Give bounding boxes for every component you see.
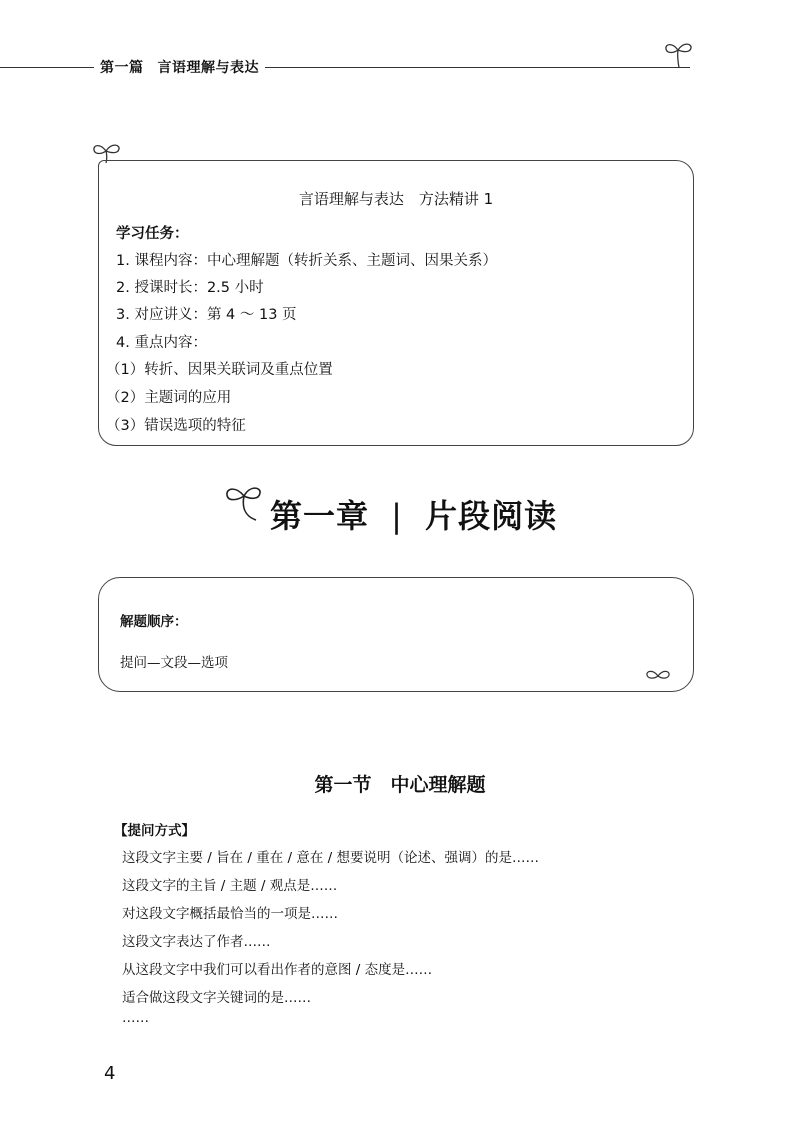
lesson-item: 3. 对应讲义：第 4 ～ 13 页 [116, 307, 297, 323]
page-number: 4 [104, 1063, 116, 1084]
question-style-line: 这段文字主要 / 旨在 / 重在 / 意在 / 想要说明（论述、强调）的是…… [122, 850, 540, 866]
question-style-line: 这段文字的主旨 / 主题 / 观点是…… [122, 878, 338, 894]
lesson-item: （3）错误选项的特征 [106, 418, 246, 434]
header-part: 第一篇 [100, 60, 144, 76]
lesson-task-label: 学习任务： [116, 226, 189, 242]
chapter-heading [270, 491, 557, 537]
question-style-line: …… [122, 1010, 149, 1026]
chapter-subtitle: 片段阅读 [425, 497, 558, 535]
sprout-icon [222, 478, 266, 528]
lesson-item: （2）主题词的应用 [106, 390, 232, 406]
header-title: 言语理解与表达 [157, 60, 259, 76]
solving-order-label: 解题顺序： [120, 614, 188, 630]
sprout-icon [662, 36, 696, 70]
lesson-item: 1. 课程内容：中心理解题（转折关系、主题词、因果关系） [116, 253, 497, 269]
lesson-item: 4. 重点内容： [116, 335, 207, 351]
question-style-line: 从这段文字中我们可以看出作者的意图 / 态度是…… [122, 962, 433, 978]
chapter-separator: | [391, 497, 403, 535]
question-style-line: 适合做这段文字关键词的是…… [122, 990, 311, 1006]
solving-order-text: 提问—文段—选项 [120, 655, 228, 671]
lesson-item: 2. 授课时长：2.5 小时 [116, 280, 264, 296]
section-title: 第一节 中心理解题 [314, 774, 486, 796]
lesson-box-title: 言语理解与表达 方法精讲 1 [298, 190, 494, 208]
question-styles-heading: 【提问方式】 [114, 823, 195, 839]
running-header [94, 57, 265, 77]
sprout-icon [643, 665, 673, 687]
solving-order-box [98, 577, 694, 692]
chapter-title: 第一章 [270, 497, 370, 535]
lesson-item: （1）转折、因果关联词及重点位置 [106, 362, 333, 378]
question-style-line: 对这段文字概括最恰当的一项是…… [122, 906, 338, 922]
question-style-line: 这段文字表达了作者…… [122, 934, 271, 950]
